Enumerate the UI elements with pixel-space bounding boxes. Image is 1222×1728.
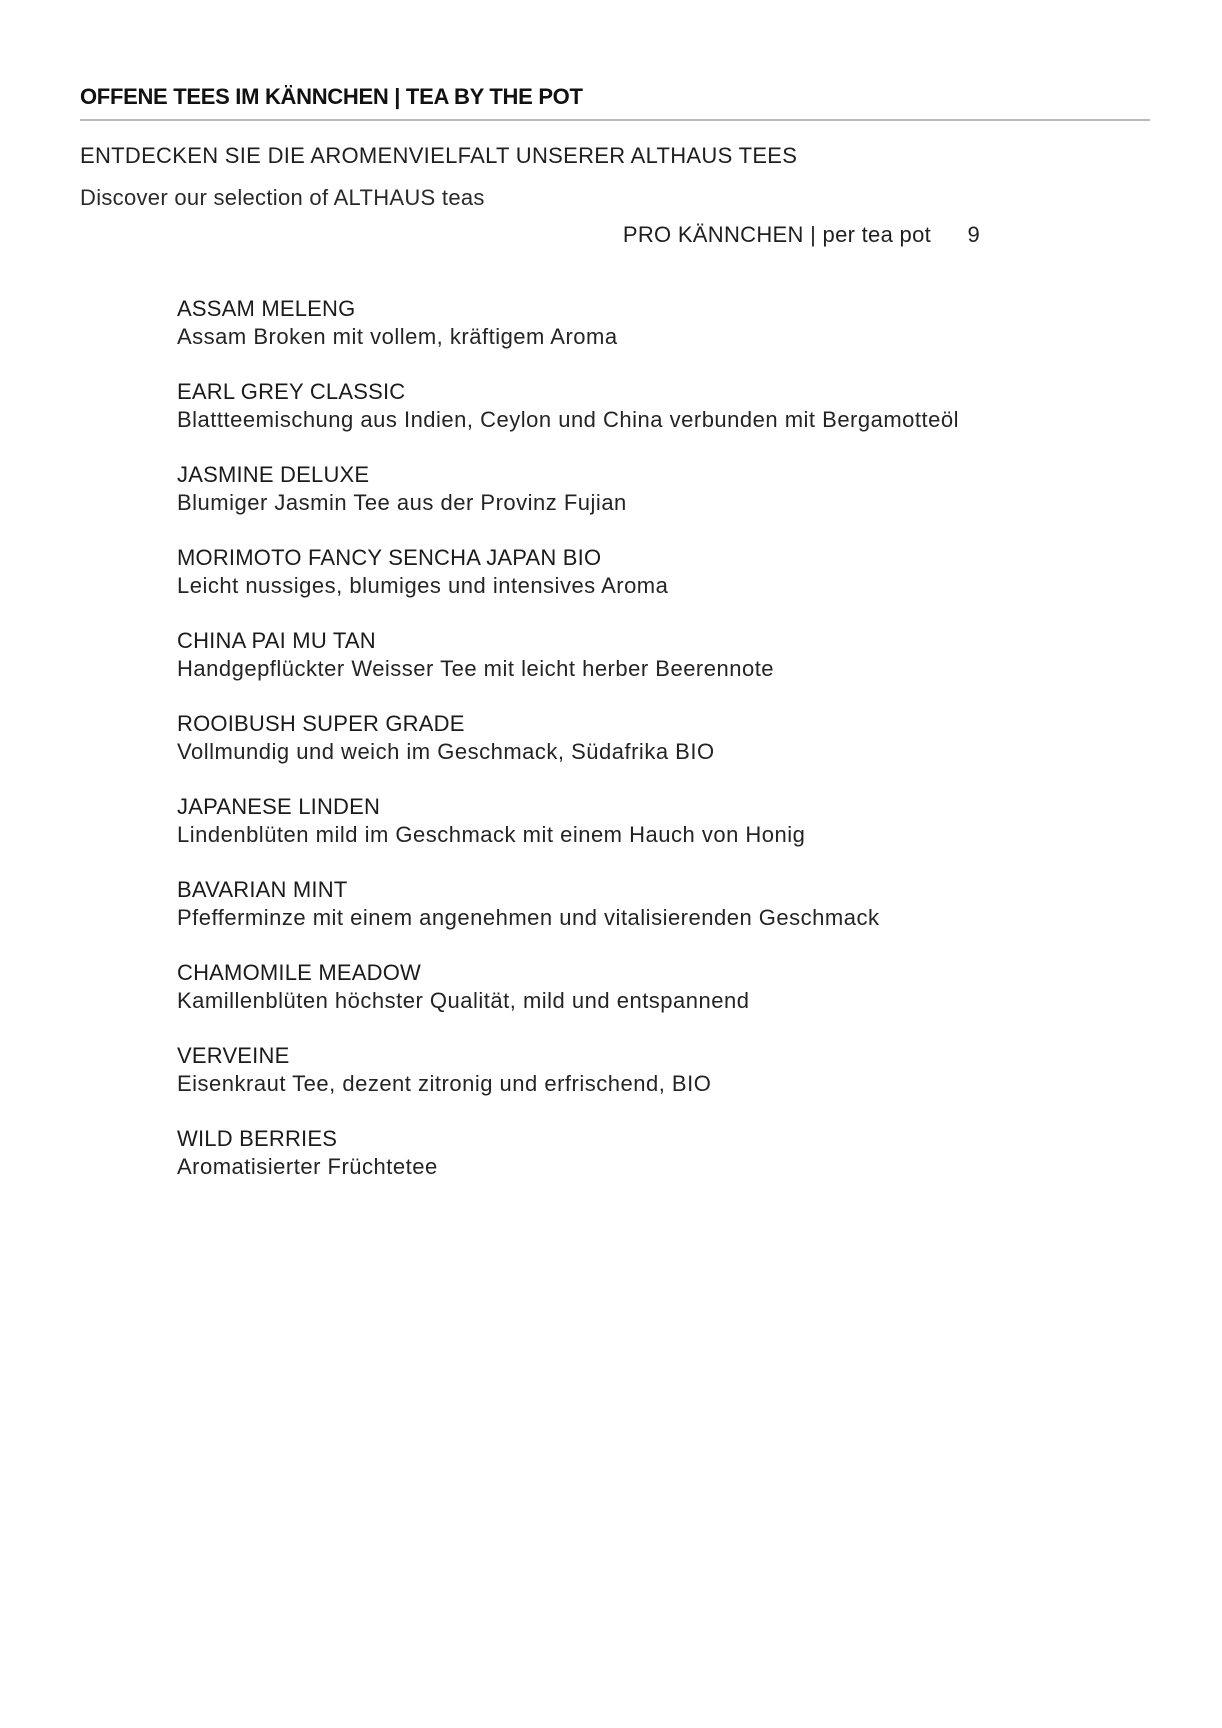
tea-name: JASMINE DELUXE: [177, 462, 370, 487]
tea-item: [177, 710, 1150, 766]
tea-description: Vollmundig und weich im Geschmack, Südafrika BIO: [177, 739, 715, 764]
tea-description: Blumiger Jasmin Tee aus der Provinz Fujian: [177, 490, 627, 515]
tea-item: [177, 378, 1150, 434]
tea-name: CHAMOMILE MEADOW: [177, 960, 421, 985]
tea-description: Leicht nussiges, blumiges und intensives Aroma: [177, 573, 669, 598]
tea-name: ASSAM MELENG: [177, 296, 356, 321]
tea-description: Aromatisierter Früchtetee: [177, 1154, 438, 1179]
tea-item: [177, 959, 1150, 1015]
tea-description: Kamillenblüten höchster Qualität, mild und entspannend: [177, 988, 750, 1013]
price-value: 9: [967, 222, 980, 247]
tea-item: [177, 295, 1150, 351]
intro-line-english: Discover our selection of ALTHAUS teas: [80, 185, 485, 210]
tea-name: CHINA PAI MU TAN: [177, 628, 376, 653]
tea-description: Pfefferminze mit einem angenehmen und vitalisierenden Geschmack: [177, 905, 880, 930]
tea-item: [177, 627, 1150, 683]
tea-name: MORIMOTO FANCY SENCHA JAPAN BIO: [177, 545, 602, 570]
tea-description: Eisenkraut Tee, dezent zitronig und erfrischend, BIO: [177, 1071, 712, 1096]
tea-list: [80, 295, 1150, 1181]
price-label: PRO KÄNNCHEN | per tea pot: [622, 222, 932, 247]
tea-item: [177, 876, 1150, 932]
tea-description: Handgepflückter Weisser Tee mit leicht herber Beerennote: [177, 656, 775, 681]
price-line: [80, 222, 1150, 248]
tea-name: BAVARIAN MINT: [177, 877, 348, 902]
tea-description: Blattteemischung aus Indien, Ceylon und China verbunden mit Bergamotteöl: [177, 407, 960, 432]
tea-description: Lindenblüten mild im Geschmack mit einem Hauch von Honig: [177, 822, 806, 847]
tea-name: EARL GREY CLASSIC: [177, 379, 406, 404]
tea-name: ROOIBUSH SUPER GRADE: [177, 711, 465, 736]
tea-name: JAPANESE LINDEN: [177, 794, 381, 819]
tea-name: WILD BERRIES: [177, 1126, 338, 1151]
tea-item: [177, 793, 1150, 849]
tea-description: Assam Broken mit vollem, kräftigem Aroma: [177, 324, 618, 349]
tea-item: [177, 1042, 1150, 1098]
tea-name: VERVEINE: [177, 1043, 290, 1068]
section-title: OFFENE TEES IM KÄNNCHEN | TEA BY THE POT: [80, 84, 1150, 121]
tea-item: [177, 461, 1150, 517]
tea-item: [177, 544, 1150, 600]
intro-line-german: ENTDECKEN SIE DIE AROMENVIELFALT UNSERER ALTHAUS TEES: [80, 143, 798, 168]
tea-item: [177, 1125, 1150, 1181]
